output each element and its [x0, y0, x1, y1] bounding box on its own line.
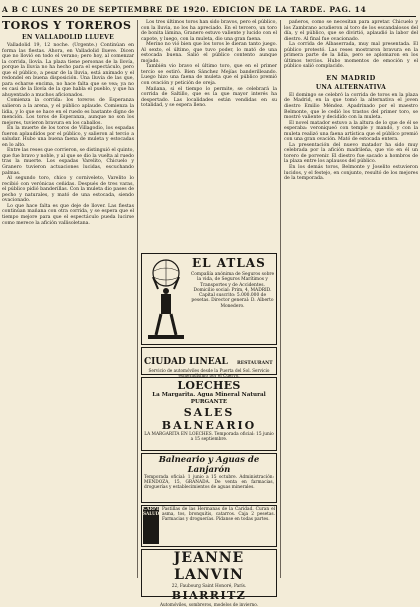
ad-ciudad-lineal [141, 347, 277, 378]
column-divider [280, 20, 281, 578]
headline-toros: TOROS Y TOREROS [2, 19, 132, 32]
ad-lanjaron-text: Temporada oficial: 1 junio a 15 octubre. Administración: MENDOZA, 15, GRANADA. De venta en farmacias, droguerías y establecimientos de aguas minerales. [144, 475, 274, 490]
ad-lanvin-city: BIARRITZ [171, 589, 247, 602]
ad-jeanne-lanvin [141, 549, 277, 607]
article-paragraph: Mañana, si el tiempo lo permite, se celebrará la corrida de Saltillo, que es la que mayor interés ha despertado. Las localidades están vendidas en su totalidad, y se espera lleno. [141, 86, 277, 109]
article-paragraph: Comienza la corrida: los toreros de Esperanza salieron a la arena, y el público aplaude. Comienza la lidia, y lo que se hace en el ruedo es bastante digno de mención. Los toros de Esperanza, aunque no son los mejores, tuvieron bravura en los caballos. [2, 98, 134, 126]
ad-carpinter [141, 505, 277, 547]
article-paragraph: Los tres últimos toros han sido bravos, pero el público, con la lluvia, no los ha apreciado. En el tercero, un toro de bonita lámina, Granero estuvo valiente y lucido con el capote, y luego, con la muleta, dio una gran faena. [141, 20, 277, 42]
article-paragraph: Entre las reses que corrieron, se distinguió el quinto, que fue bravo y noble, y al que se dio la vuelta al ruedo tras la muerte. Los espadas Varelito, Chicuelo y Granero tuvieron actuaciones lucidas, escuchando palmas. [2, 148, 134, 176]
article-paragraph: La presentación del nuevo matador ha sido muy celebrada por la afición madrileña, que vio en él un torero de porvenir. El diestro fue sacado a hombros de la plaza entre los aplausos del público. [284, 142, 418, 165]
article-paragraph: Merino no vió bien que los toros le dieran tanto juego. Al sexto, el último, que tuvo poder, lo mató de una estocada buena. Salió el público contento aunque mojado. [141, 42, 277, 64]
article-paragraph: También vio bravo el último toro, que en el primer tercio se estiró. Bien Sánchez Mejías banderilleando. Luego hizo una faena de muleta que el público premió con ovación y petición de oreja. [141, 64, 277, 87]
ad-atlas-name: EL ATLAS [192, 256, 266, 270]
ad-lanjaron [141, 453, 277, 503]
ad-loeches-sub: La Margarita. Agua Mineral Natural PURGANTE [152, 392, 266, 405]
ad-lanvin-name: JEANNE LANVIN [173, 550, 245, 583]
article-paragraph: pañeros, como se necesitan para apretar. Chicuelo y los Zambrano acudieron al toro de los escandalosos del día, y el público, que se divirtió, aplaudió la labor del diestro. Al final fue ovacionado. [284, 20, 418, 42]
ad-atlas-text: Compañía anónima de Seguros sobre la vida, de Seguros Marítimos y Transportes y de Accidentes. Domicilio social: Prim, 4, MADRID. Capital suscrito: 5.000.000 de pesetas. Director general: D. Alberto Monedero. [190, 272, 275, 309]
article-paragraph: Valladolid 19, 12 noche. (Urgente.) Continúan en forma las fiestas. Ahora, en Valladolid llueve. Dicen que no llovió en todo el verano; pero hoy, al comenzar la corrida, llovía. La plaza tiene personas de la llovía, porque la lluvia no ha hecho para el espectáculo, pero que el público, a pesar de la lluvia, está animado y el redondel en buena disposición. Una lluvia de las que, para echarse encima, no hace falta que se vea; ya no es casi de la llovía de la que habla el pueblo, y que ha ahuyentado a muchos aficionados. [2, 43, 134, 98]
atlas-figure-icon [144, 257, 188, 341]
article-paragraph: Lo que hace falta es que deje de llover. Las fiestas continúan mañana con otra corrida, y se espera que el tiempo mejore para que el espectáculo pueda lucirse como merece la afición vallisoletana. [2, 203, 134, 226]
ad-lanvin-address: 22, Faubourg Saint Honoré, París. [171, 584, 247, 589]
column-divider [137, 20, 138, 578]
column-2 [141, 20, 277, 250]
masthead-rule [2, 16, 416, 17]
ad-el-atlas [141, 253, 277, 345]
ad-loeches-name: LOECHES [177, 379, 241, 392]
ad-carpinter-side: CARPINTER SALUD [143, 507, 159, 544]
ad-ciudad-text: Servicio de automóviles desde la Puerta del Sol. Servicio esmeradísimo por el Cuervo. [148, 368, 270, 378]
ad-loeches-sales: SALES [183, 406, 235, 419]
ad-loeches-text: LA MARGARITA EN LOECHES. Temporada oficial: 15 junio a 15 septiembre. [144, 432, 274, 442]
section-title-madrid: EN MADRID [326, 73, 376, 82]
subhead-valladolid: EN VALLADOLID LLUEVE [22, 34, 114, 41]
article-paragraph: En la muerte de los toros de Villagodio, los espadas fueron aplaudidos por el público, y salieron al tercio a saludar. Hubo una buena faena de muleta y estocadas en lo alto. [2, 126, 134, 148]
ad-loeches-balneario: BALNEARIO [161, 419, 257, 432]
advertisement-block [141, 253, 277, 607]
column-3 [284, 20, 418, 580]
article-paragraph: La corrida de Albaserrada, muy mal presentada. El público protestó. Las reses mostraron bravura en la primera parte de la lidia, pero se aplomaron en los últimos tercios. Hubo momentos de emoción y el público salió complacido. [284, 42, 418, 70]
subhead-alternativa: UNA ALTERNATIVA [315, 83, 387, 91]
article-paragraph: El novel matador estuvo a la altura de lo que de él se esperaba: veroniqueó con temple y mandó, y con la muleta realizó una faena artística que el público premió con una gran ovación. Mató de estocada entera. [284, 120, 418, 143]
ad-carpinter-text: Pastillas de las Hermanas de la Caridad. Curan el asma, tos, bronquitis, catarros. Caja 2 pesetas. Farmacias y droguerías. Pídanse en todas partes. [162, 507, 275, 522]
ad-loeches [141, 377, 277, 451]
ad-ciudad-tag: RESTAURANT [236, 361, 273, 366]
article-paragraph: Al segundo toro, chico y corniveleto, Varelito lo recibió con verónicas ceñidas. Después de tres varas, el público pidió banderillas. Con la muleta dio pases de pecho y naturales, y mató de una estocada, siendo ovacionado. [2, 176, 134, 204]
ad-lanvin-text: Automóviles, sombreros, modelos de invierno. [159, 602, 259, 607]
ad-lanjaron-name: Balneario y Aguas de Lanjarón [158, 455, 260, 475]
page-masthead: A B C LUNES 20 DE SEPTIEMBRE DE 1920. EDICION DE LA TARDE. PAG. 14 [2, 5, 367, 14]
ad-ciudad-name: CIUDAD LINEAL [144, 357, 228, 367]
article-paragraph: En los demás toros, Belmonte y Joselito estuvieron lucidos, y el festejo, en conjunto, resultó de los mejores de la temporada. [284, 165, 418, 182]
article-paragraph: El domingo se celebró la corrida de toros en la plaza de Madrid, en la que tomó la alternativa el joven diestro Emilio Méndez. Apadrinado por el maestro Belmonte, que le cedió los trastos del primer toro, se mostró valiente y decidido con la muleta. [284, 92, 418, 121]
column-1 [2, 20, 134, 580]
